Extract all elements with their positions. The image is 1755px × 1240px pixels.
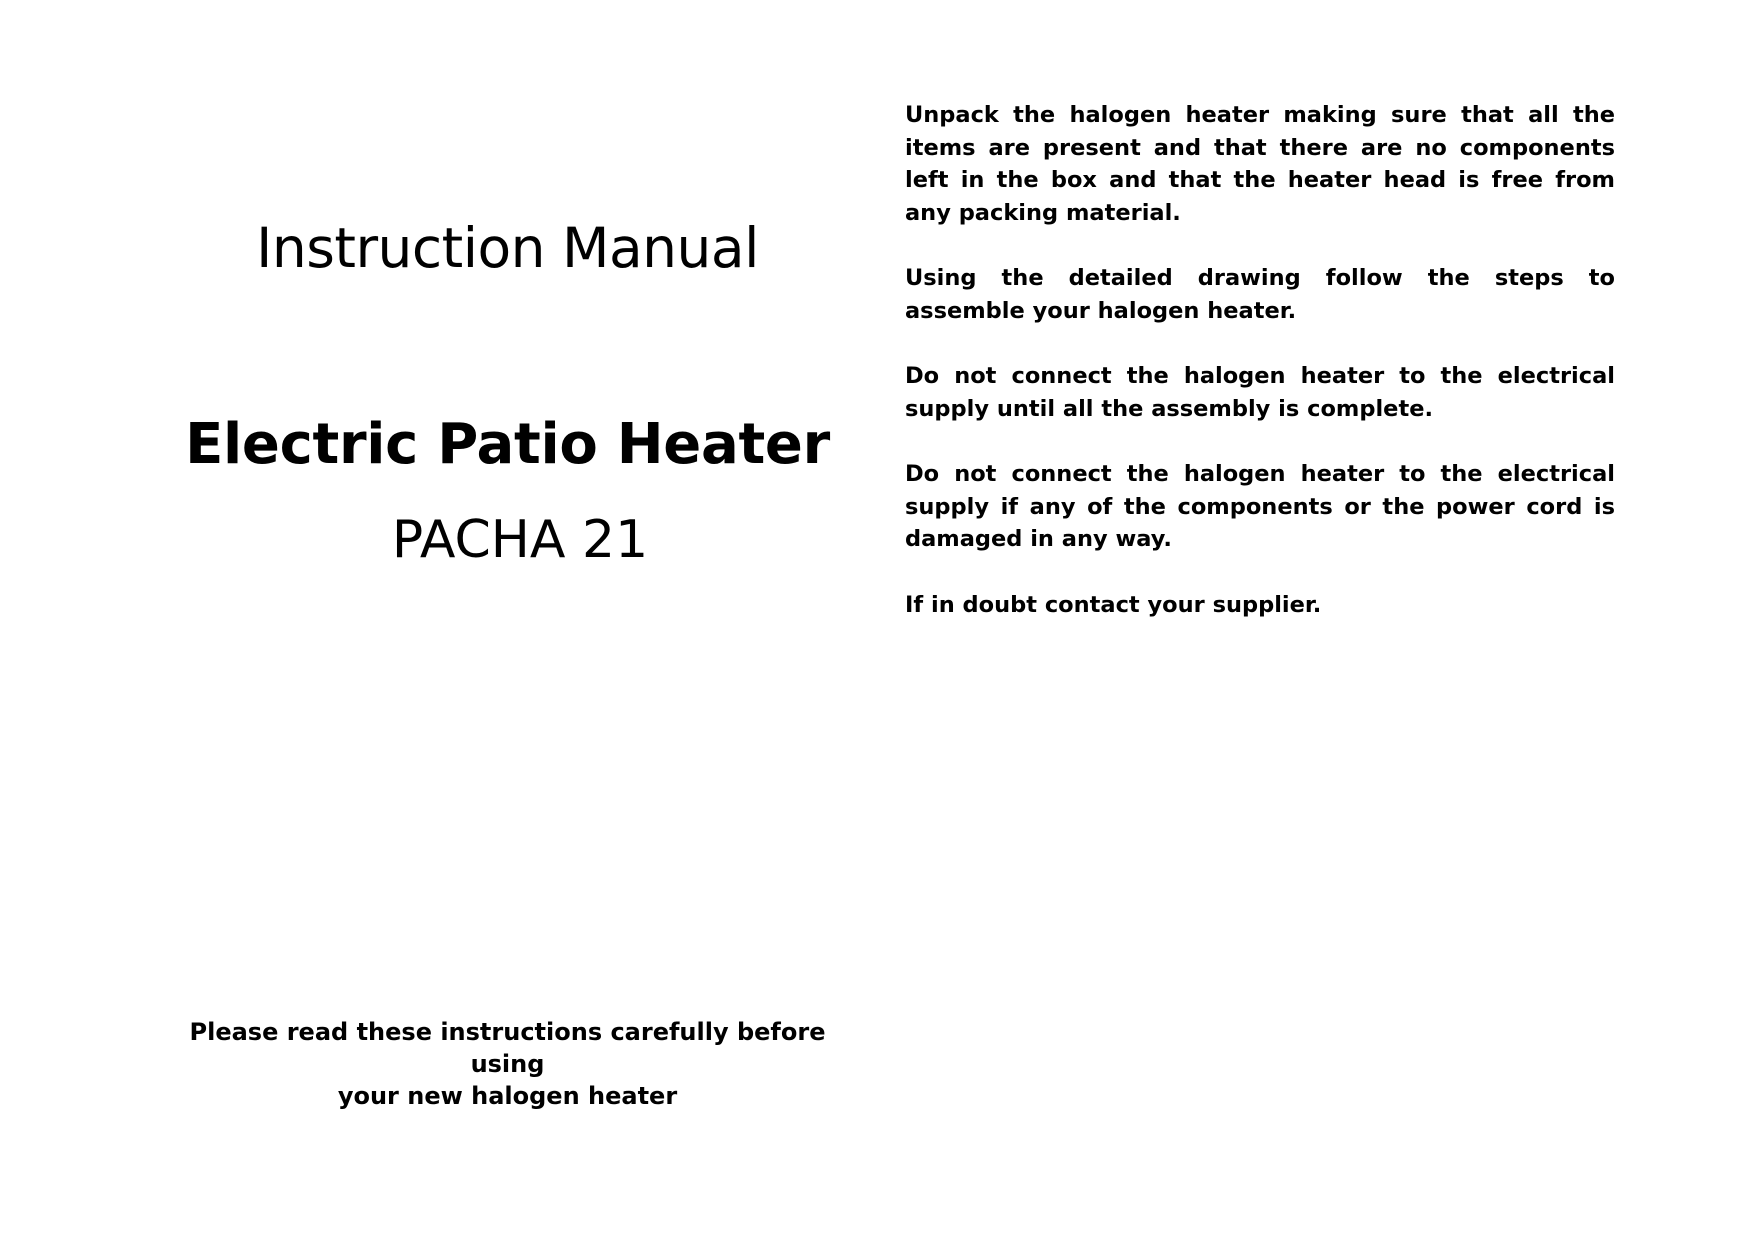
instruction-no-connect-if-damaged: Do not connect the halogen heater to the electrical supply if any of the components or the power cord is damaged in any way.: [905, 461, 1615, 552]
read-instructions-notice: [170, 1016, 845, 1112]
instruction-no-connect-until-assembled: Do not connect the halogen heater to the electrical supply until all the assembly is complete.: [905, 363, 1615, 422]
instruction-contact-supplier: If in doubt contact your supplier.: [905, 591, 1322, 618]
product-title: Electric Patio Heater: [185, 412, 830, 477]
model-name: PACHA 21: [391, 510, 649, 570]
manual-heading: Instruction Manual: [256, 216, 759, 280]
instruction-assemble: Using the detailed drawing follow the steps to assemble your halogen heater.: [905, 265, 1615, 324]
instructions-page: [905, 99, 1615, 654]
notice-line-2: your new halogen heater: [337, 1082, 678, 1110]
instruction-unpack: Unpack the halogen heater making sure that all the items are present and that there are no components left in the box and that the heater head is free from any packing material.: [905, 102, 1615, 226]
notice-line-1: Please read these instructions carefully before using: [189, 1018, 826, 1078]
